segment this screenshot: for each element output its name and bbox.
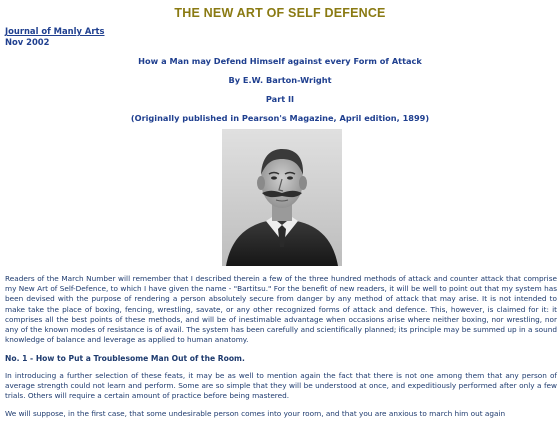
intro-paragraph: Readers of the March Number will remember that I described therein a few of the three hundred methods of attack and counter attack that comprise my New Art of Self-Defence, to which I have given the name - "Bartitsu." For the benefit of new readers, it will be well to point out that my system has been devised with the purpose of rendering a person absolutely secure from danger by any method of attack that may arise. It is not intended to make take the place of boxing, fencing, wrestling, savate, or any other recognized forms of attack and defence. This, however, is claimed for it: it comprises all the best points of these methods, and will be of inestimable advantage when occasions arise where neither boxing, nor wrestling, nor any of the known modes of resistance is of avail. The system has been carefully and scientifically planned; its principle may be summed up in a sound knowledge of balance and leverage as applied to human anatomy. <box>5 274 557 345</box>
journal-link[interactable]: Journal of Manly Arts <box>5 26 105 36</box>
page-title: THE NEW ART OF SELF DEFENCE <box>174 6 386 20</box>
section-heading: No. 1 - How to Put a Troublesome Man Out of the Room. <box>5 354 245 363</box>
article-subtitle: How a Man may Defend Himself against every Form of Attack <box>138 56 422 66</box>
section-paragraph-2: We will suppose, in the first case, that some undesirable person comes into your room, and that you are anxious to march him out again <box>5 409 506 418</box>
issue-date: Nov 2002 <box>5 37 50 47</box>
article-byline: By E.W. Barton-Wright <box>228 75 332 85</box>
section-paragraph-1: In introducing a further selection of these feats, it may be as well to mention again the fact that there is not one among them that any person of average strength could not learn and perform. Some are so simple that they will be understood at once, and expeditiously performed after only a few trials. Others will require a certain amount of practice before being mastered. <box>5 371 557 401</box>
source-note: (Originally published in Pearson's Magazine, April edition, 1899) <box>130 113 430 123</box>
portrait-illustration <box>222 129 342 266</box>
author-portrait <box>222 129 342 266</box>
article-part: Part II <box>265 94 295 104</box>
